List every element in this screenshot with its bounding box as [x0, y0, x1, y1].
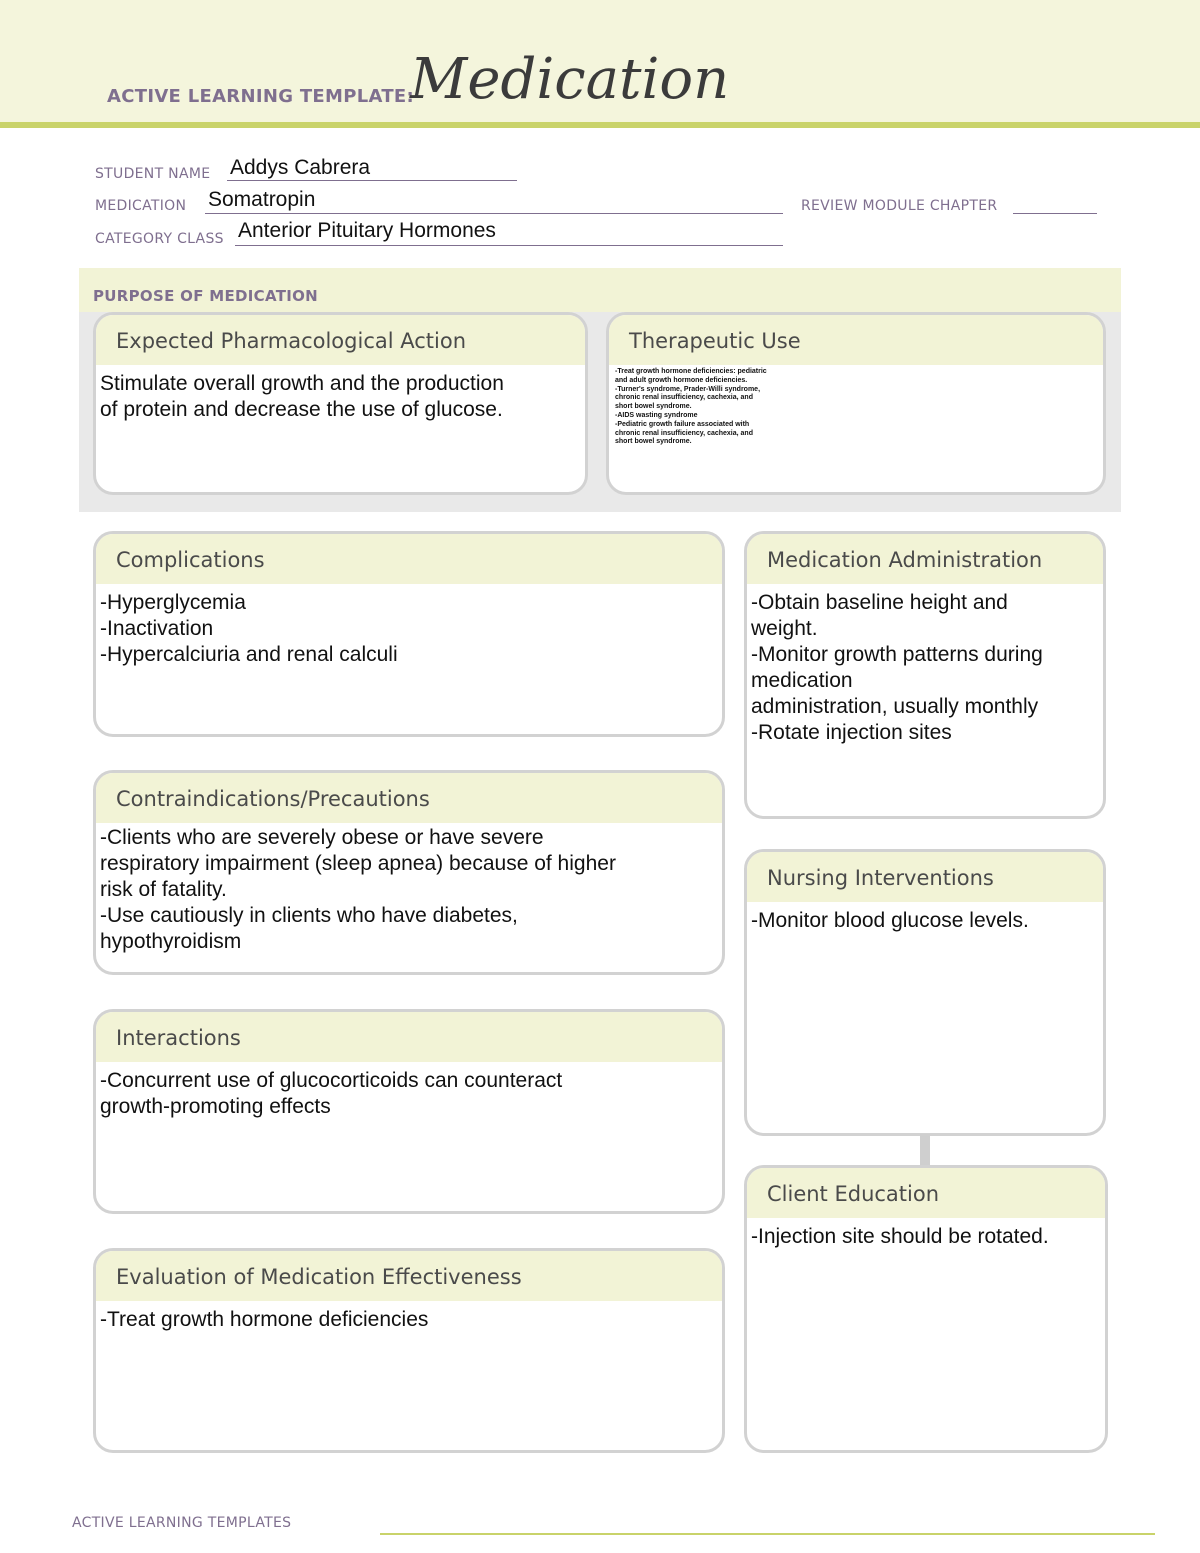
- template-prefix: ACTIVE LEARNING TEMPLATE:: [107, 86, 414, 107]
- nursing-content[interactable]: [747, 902, 1103, 934]
- purpose-header: [79, 268, 1121, 312]
- interactions-header: [96, 1012, 722, 1062]
- complications-header: [96, 534, 722, 584]
- category-class-line: [235, 245, 783, 246]
- expected-action-box: [93, 312, 588, 495]
- administration-header: [747, 534, 1103, 584]
- nursing-box: [744, 849, 1106, 1136]
- medication-label: MEDICATION: [95, 198, 187, 214]
- contraindications-line: hypothyroidism: [100, 930, 242, 953]
- nursing-header: [747, 852, 1103, 902]
- therapeutic-use-line: chronic renal insufficiency, cachexia, and: [615, 394, 753, 402]
- administration-line: medication: [751, 669, 853, 692]
- expected-action-line: Stimulate overall growth and the production: [100, 372, 504, 395]
- interactions-line: -Concurrent use of glucocorticoids can counteract: [100, 1069, 563, 1092]
- expected-action-content[interactable]: [96, 365, 585, 423]
- contraindications-line: respiratory impairment (sleep apnea) because of higher: [100, 852, 616, 875]
- interactions-box: [93, 1009, 725, 1214]
- education-line: -Injection site should be rotated.: [751, 1225, 1049, 1248]
- contraindications-header: [96, 773, 722, 823]
- student-name-label: STUDENT NAME: [95, 166, 211, 182]
- evaluation-header: [96, 1251, 722, 1301]
- complications-line: -Hypercalciuria and renal calculi: [100, 643, 398, 666]
- interactions-line: growth-promoting effects: [100, 1095, 331, 1118]
- purpose-label: PURPOSE OF MEDICATION: [93, 287, 319, 305]
- contraindications-line: -Clients who are severely obese or have severe: [100, 826, 544, 849]
- education-title: Client Education: [767, 1182, 940, 1206]
- therapeutic-use-line: chronic renal insufficiency, cachexia, and: [615, 429, 753, 437]
- education-box: [744, 1165, 1108, 1453]
- expected-action-header: [96, 315, 585, 365]
- complications-line: -Inactivation: [100, 617, 214, 640]
- nursing-title: Nursing Interventions: [767, 866, 994, 890]
- contraindications-line: -Use cautiously in clients who have diabetes,: [100, 904, 518, 927]
- student-name-field[interactable]: Addys Cabrera: [230, 156, 371, 179]
- interactions-content[interactable]: [96, 1062, 722, 1120]
- therapeutic-use-title: Therapeutic Use: [629, 329, 801, 353]
- administration-content[interactable]: [747, 584, 1103, 746]
- therapeutic-use-line: -Pediatric growth failure associated with: [615, 420, 750, 428]
- administration-box: [744, 531, 1106, 819]
- evaluation-line: -Treat growth hormone deficiencies: [100, 1308, 429, 1331]
- administration-line: -Monitor growth patterns during: [751, 643, 1043, 666]
- therapeutic-use-content[interactable]: [609, 365, 1103, 447]
- footer-rule: [380, 1533, 1155, 1535]
- category-class-field[interactable]: Anterior Pituitary Hormones: [238, 219, 496, 242]
- expected-action-line: of protein and decrease the use of glucose.: [100, 398, 503, 421]
- therapeutic-use-header: [609, 315, 1103, 365]
- complications-content[interactable]: [96, 584, 722, 668]
- therapeutic-use-line: short bowel syndrome.: [615, 403, 692, 411]
- administration-line: weight.: [751, 617, 818, 640]
- student-name-line: [227, 180, 517, 181]
- template-title: Medication: [410, 47, 730, 112]
- evaluation-title: Evaluation of Medication Effectiveness: [116, 1265, 522, 1289]
- header-rule: [0, 122, 1200, 128]
- therapeutic-use-line: -Turner's syndrome, Prader-Willi syndrome,: [615, 385, 761, 393]
- review-module-label: REVIEW MODULE CHAPTER: [801, 198, 998, 214]
- therapeutic-use-box: [606, 312, 1106, 495]
- contraindications-title: Contraindications/Precautions: [116, 787, 430, 811]
- therapeutic-use-line: -Treat growth hormone deficiencies: pediatric: [615, 368, 767, 375]
- administration-line: administration, usually monthly: [751, 695, 1039, 718]
- therapeutic-use-line: short bowel syndrome.: [615, 438, 692, 446]
- contraindications-content[interactable]: [96, 823, 722, 955]
- evaluation-content[interactable]: [96, 1301, 722, 1333]
- therapeutic-use-line: -AIDS wasting syndrome: [615, 411, 698, 419]
- evaluation-box: [93, 1248, 725, 1453]
- therapeutic-use-line: and adult growth hormone deficiencies.: [615, 376, 748, 384]
- medication-field[interactable]: Somatropin: [208, 188, 316, 211]
- administration-title: Medication Administration: [767, 548, 1043, 572]
- connector-bar: [920, 1134, 930, 1167]
- administration-line: -Obtain baseline height and: [751, 591, 1008, 614]
- complications-line: -Hyperglycemia: [100, 591, 246, 614]
- contraindications-line: risk of fatality.: [100, 878, 227, 901]
- education-header: [747, 1168, 1105, 1218]
- footer-text: ACTIVE LEARNING TEMPLATES: [72, 1515, 292, 1531]
- administration-line: -Rotate injection sites: [751, 721, 952, 744]
- expected-action-title: Expected Pharmacological Action: [116, 329, 467, 353]
- nursing-line: -Monitor blood glucose levels.: [751, 909, 1029, 932]
- review-module-line: [1013, 213, 1097, 214]
- medication-line: [205, 213, 783, 214]
- interactions-title: Interactions: [116, 1026, 241, 1050]
- complications-title: Complications: [116, 548, 265, 572]
- education-content[interactable]: [747, 1218, 1105, 1250]
- contraindications-box: [93, 770, 725, 975]
- complications-box: [93, 531, 725, 737]
- category-class-label: CATEGORY CLASS: [95, 231, 224, 247]
